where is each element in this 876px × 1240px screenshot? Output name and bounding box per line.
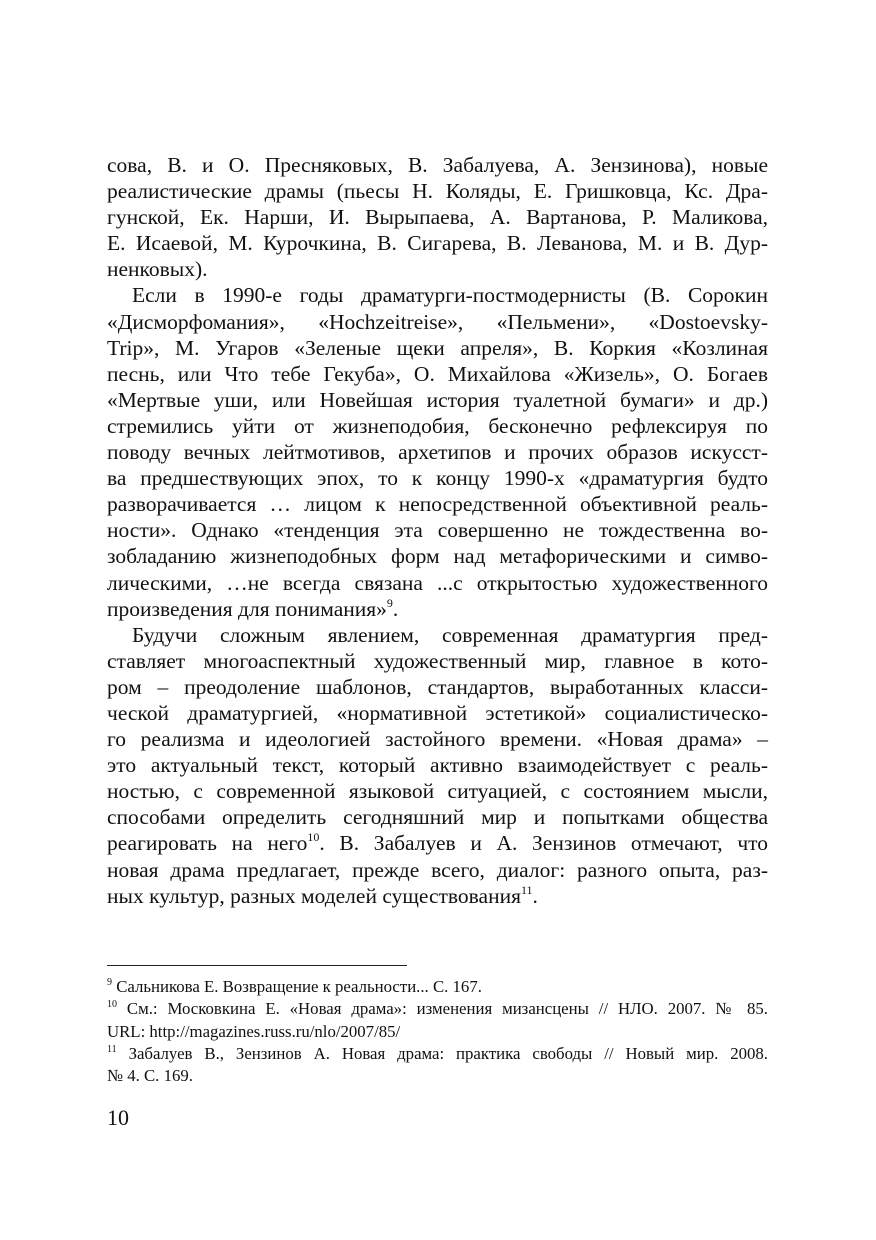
text-line: Trip», М. Угаров «Зеленые щеки апреля», В. Коркия «Козлиная — [107, 335, 768, 360]
text-fragment: . — [532, 883, 538, 908]
footnote-9 — [107, 976, 768, 998]
text-line: зобладанию жизнеподобных форм над метафорическими и симво- — [107, 544, 768, 569]
body-text — [107, 152, 768, 909]
footnote-number: 9 — [107, 977, 112, 988]
text-line: «Мертвые уши, или Новейшая история туалетной бумаги» и др.) — [107, 387, 768, 412]
text-fragment: . В. Забалуев и А. Зензинов отмечают, что — [319, 831, 768, 856]
text-line: ставляет многоаспектный художественный мир, главное в кото- — [107, 648, 768, 673]
footnote-ref-11[interactable]: 11 — [520, 882, 533, 897]
footnote-text: См.: Московкина Е. «Новая драма»: изменения мизансцены // НЛО. 2007. № 85. — [117, 999, 768, 1019]
text-line: гунской, Ек. Нарши, И. Вырыпаева, А. Вартанова, Р. Маликова, — [107, 205, 768, 230]
text-line: лическими, …не всегда связана ...с открытостью художественного — [107, 570, 768, 595]
text-line: ром – преодоление шаблонов, стандартов, выработанных класси- — [107, 674, 768, 699]
text-line: стремились уйти от жизнеподобия, бесконечно рефлексируя по — [107, 413, 768, 438]
text-line: ности». Однако «тенденция эта совершенно не тождественна во- — [107, 518, 768, 543]
text-line: го реализма и идеологией застойного времени. «Новая драма» – — [107, 727, 768, 752]
text-line: ностью, с современной языковой ситуацией, с состоянием мысли, — [107, 779, 768, 804]
text-fragment: ных культур, разных моделей существования — [107, 883, 521, 908]
text-line — [107, 596, 768, 622]
text-line: Будучи сложным явлением, современная драматургия пред- — [132, 622, 768, 647]
text-fragment: произведения для понимания» — [107, 596, 387, 621]
text-line: реалистические драмы (пьесы Н. Коляды, Е. Гришковца, Кс. Дра- — [107, 179, 768, 204]
footnote-number: 11 — [107, 1043, 117, 1055]
text-line — [107, 883, 768, 909]
text-line: способами определить сегодняшний мир и попытками общества — [107, 805, 768, 830]
text-line: сова, В. и О. Пресняковых, В. Забалуева, А. Зензинова), новые — [107, 153, 768, 177]
text-line: новая драма предлагает, прежде всего, диалог: разного опыта, раз- — [107, 857, 768, 882]
text-line: Е. Исаевой, М. Курочкина, В. Сигарева, В. Леванова, М. и В. Дур- — [107, 231, 768, 256]
footnote-text: Забалуев В., Зензинов А. Новая драма: практика свободы // Новый мир. 2008. — [116, 1043, 768, 1063]
text-line — [107, 830, 768, 856]
text-line: песнь, или Что тебе Гекуба», О. Михайлова «Жизель», О. Богаев — [107, 361, 768, 386]
text-line: «Дисморфомания», «Hochzeitreise», «Пельмени», «Dostoevsky- — [107, 309, 768, 334]
footnote-ref-10[interactable]: 10 — [307, 830, 320, 845]
footnote-11-cont: № 4. С. 169. — [107, 1066, 193, 1086]
footnote-separator — [107, 965, 407, 966]
text-line: разворачивается … лицом к непосредственной объективной реаль- — [107, 492, 768, 517]
text-line: это актуальный текст, который активно взаимодействует с реаль- — [107, 753, 768, 778]
footnotes — [107, 976, 768, 1087]
text-fragment: реагировать на него — [107, 831, 308, 856]
footnote-ref-9[interactable]: 9 — [386, 595, 393, 610]
footnote-text: Сальникова Е. Возвращение к реальности... С. 167. — [112, 977, 482, 996]
text-fragment: . — [392, 596, 399, 621]
page-number: 10 — [107, 1105, 129, 1130]
text-line: ва предшествующих эпох, то к концу 1990-х «драматургия будто — [107, 466, 768, 491]
text-line: ческой драматургией, «нормативной эстетикой» социалистическо- — [107, 700, 768, 725]
footnote-number: 10 — [107, 999, 117, 1011]
text-line: ненковых). — [107, 257, 208, 282]
text-line: Если в 1990-е годы драматурги-постмодернисты (В. Сорокин — [132, 283, 768, 308]
text-line: поводу вечных лейтмотивов, архетипов и прочих образов искусст- — [107, 440, 768, 465]
footnote-11 — [107, 1043, 768, 1065]
footnote-10 — [107, 998, 768, 1020]
footnote-10-url[interactable]: URL: http://magazines.russ.ru/nlo/2007/85/ — [107, 1021, 401, 1041]
